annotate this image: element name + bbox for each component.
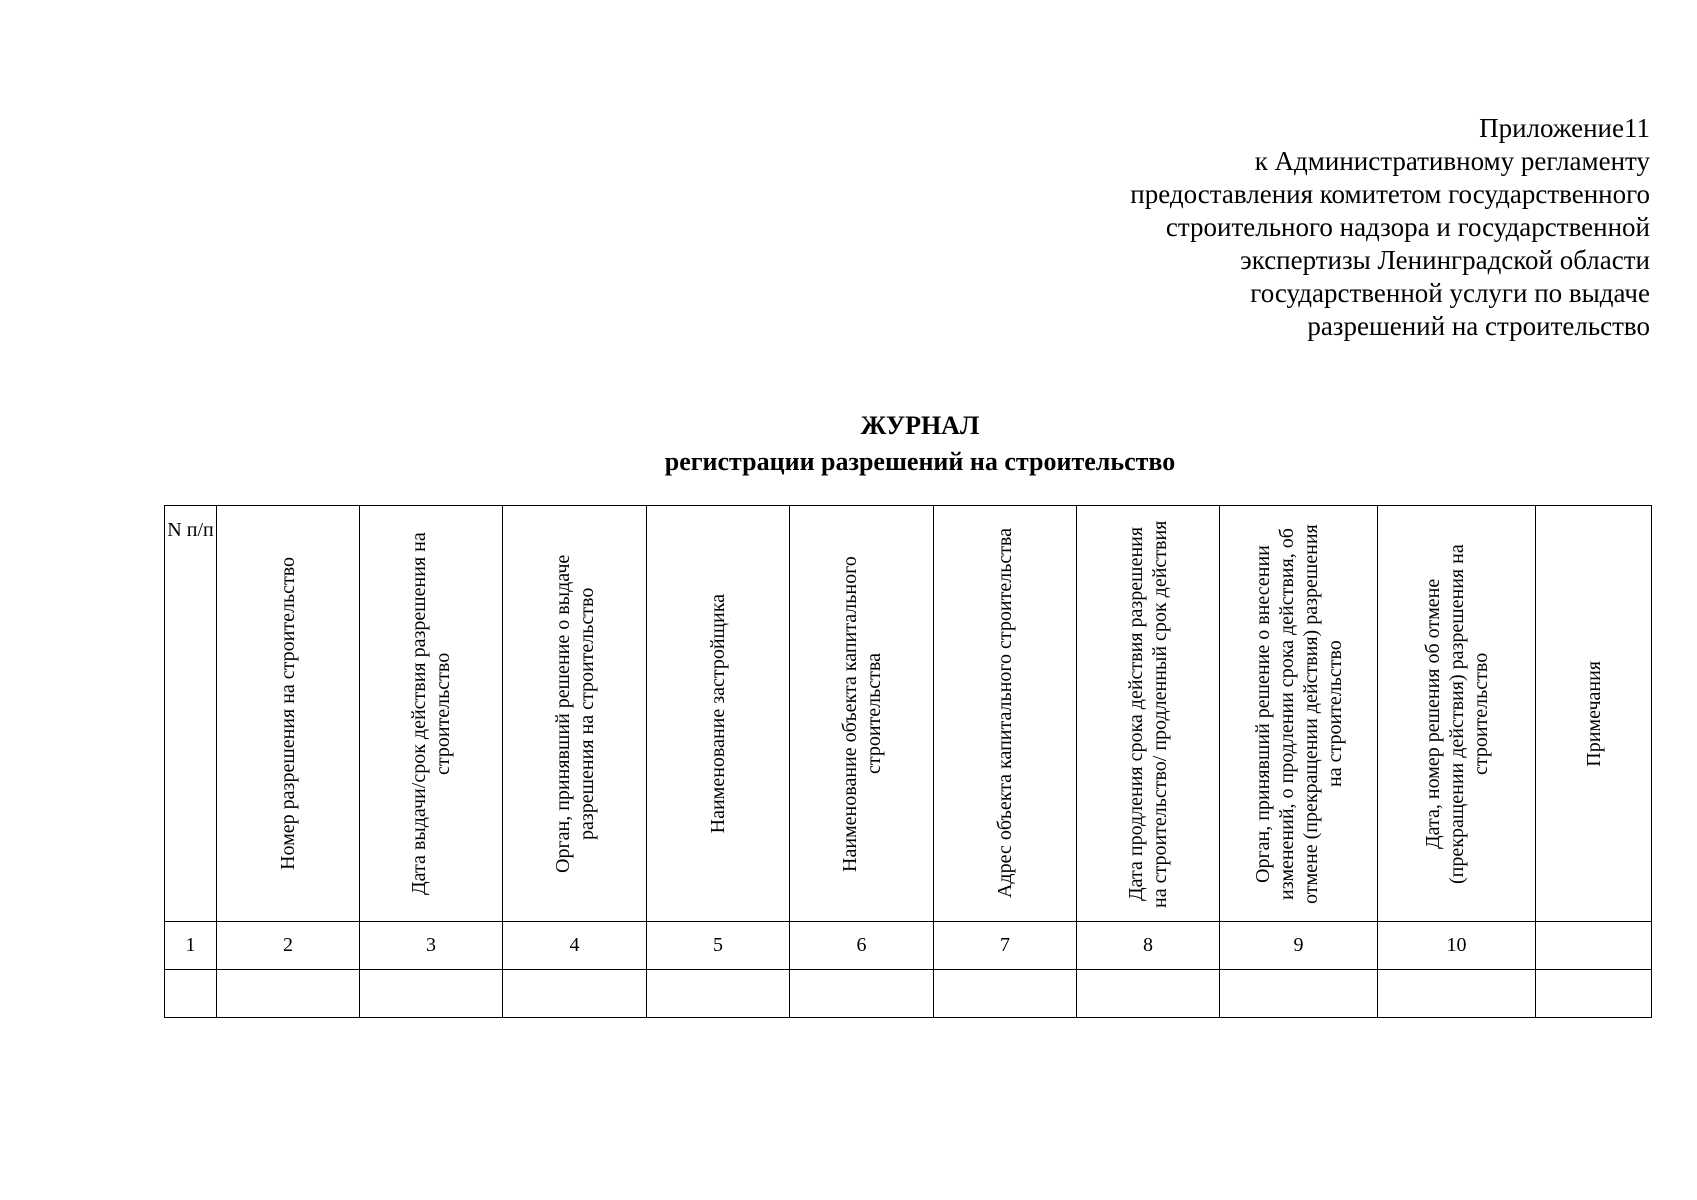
column-number-cell: 7: [934, 922, 1077, 970]
appendix-line: экспертизы Ленинградской области: [1240, 245, 1650, 275]
table-row: [165, 970, 1652, 1018]
table-cell: [1536, 970, 1652, 1018]
header-cell: [1077, 506, 1220, 922]
table-cell: [217, 970, 360, 1018]
table-cell: [1378, 970, 1536, 1018]
appendix-line: к Административному регламенту: [1254, 146, 1650, 176]
header-cell: [360, 506, 503, 922]
appendix-line: Приложение11: [1479, 113, 1650, 143]
column-number-cell: 1: [165, 922, 217, 970]
header-cell: [1220, 506, 1378, 922]
column-number-cell: 8: [1077, 922, 1220, 970]
column-number-cell: 4: [503, 922, 647, 970]
header-label: Номер разрешения на строительство: [277, 557, 299, 870]
header-label: Наименование объекта капитального строительства: [838, 555, 885, 872]
registration-journal-table: [164, 505, 1652, 1018]
header-cell: [1378, 506, 1536, 922]
table-cell: [165, 970, 217, 1018]
header-label: Наименование застройщика: [707, 593, 729, 834]
header-cell: [790, 506, 934, 922]
column-number-cell: 6: [790, 922, 934, 970]
table-cell: [360, 970, 503, 1018]
header-cell: [647, 506, 790, 922]
column-number-cell: 5: [647, 922, 790, 970]
header-cell: [1536, 506, 1652, 922]
header-label: Дата, номер решения об отмене (прекращении действия) разрешения на строительство: [1421, 543, 1492, 884]
appendix-block: [1130, 112, 1650, 343]
header-cell: [934, 506, 1077, 922]
appendix-line: предоставления комитетом государственного: [1130, 179, 1650, 209]
document-heading: [0, 408, 1697, 480]
table-cell: [790, 970, 934, 1018]
header-label: Дата выдачи/срок действия разрешения на строительство: [408, 532, 454, 895]
appendix-line: государственной услуги по выдаче: [1250, 278, 1650, 308]
header-label: Адрес объекта капитального строительства: [994, 528, 1016, 899]
appendix-line: разрешений на строительство: [1307, 311, 1650, 341]
table-cell: [934, 970, 1077, 1018]
table-cell: [647, 970, 790, 1018]
column-number-cell: 3: [360, 922, 503, 970]
table-header-row: [165, 506, 1652, 922]
document-title: ЖУРНАЛ: [860, 411, 980, 440]
appendix-line: строительного надзора и государственной: [1165, 212, 1650, 242]
header-cell-number: [165, 506, 217, 922]
table-cell: [503, 970, 647, 1018]
table-cell: [1220, 970, 1378, 1018]
column-number-cell: [1536, 922, 1652, 970]
column-number-row: [165, 922, 1652, 970]
header-label: Орган, принявший решение о внесении изменений, о продлении срока действия, об отмене (прекращении действия) разрешения на строительство: [1251, 523, 1346, 904]
column-number-cell: 9: [1220, 922, 1378, 970]
column-number-cell: 10: [1378, 922, 1536, 970]
header-cell: [217, 506, 360, 922]
header-label: N п/п: [167, 519, 214, 541]
header-label: Орган, принявший решение о выдаче разрешения на строительство: [551, 554, 598, 873]
header-label: Дата продления срока действия разрешения на строительство/ продленный срок действия: [1125, 519, 1171, 908]
header-label: Примечания: [1582, 660, 1605, 767]
column-number-cell: 2: [217, 922, 360, 970]
table-cell: [1077, 970, 1220, 1018]
header-cell: [503, 506, 647, 922]
document-subtitle: регистрации разрешений на строительство: [664, 447, 1176, 476]
